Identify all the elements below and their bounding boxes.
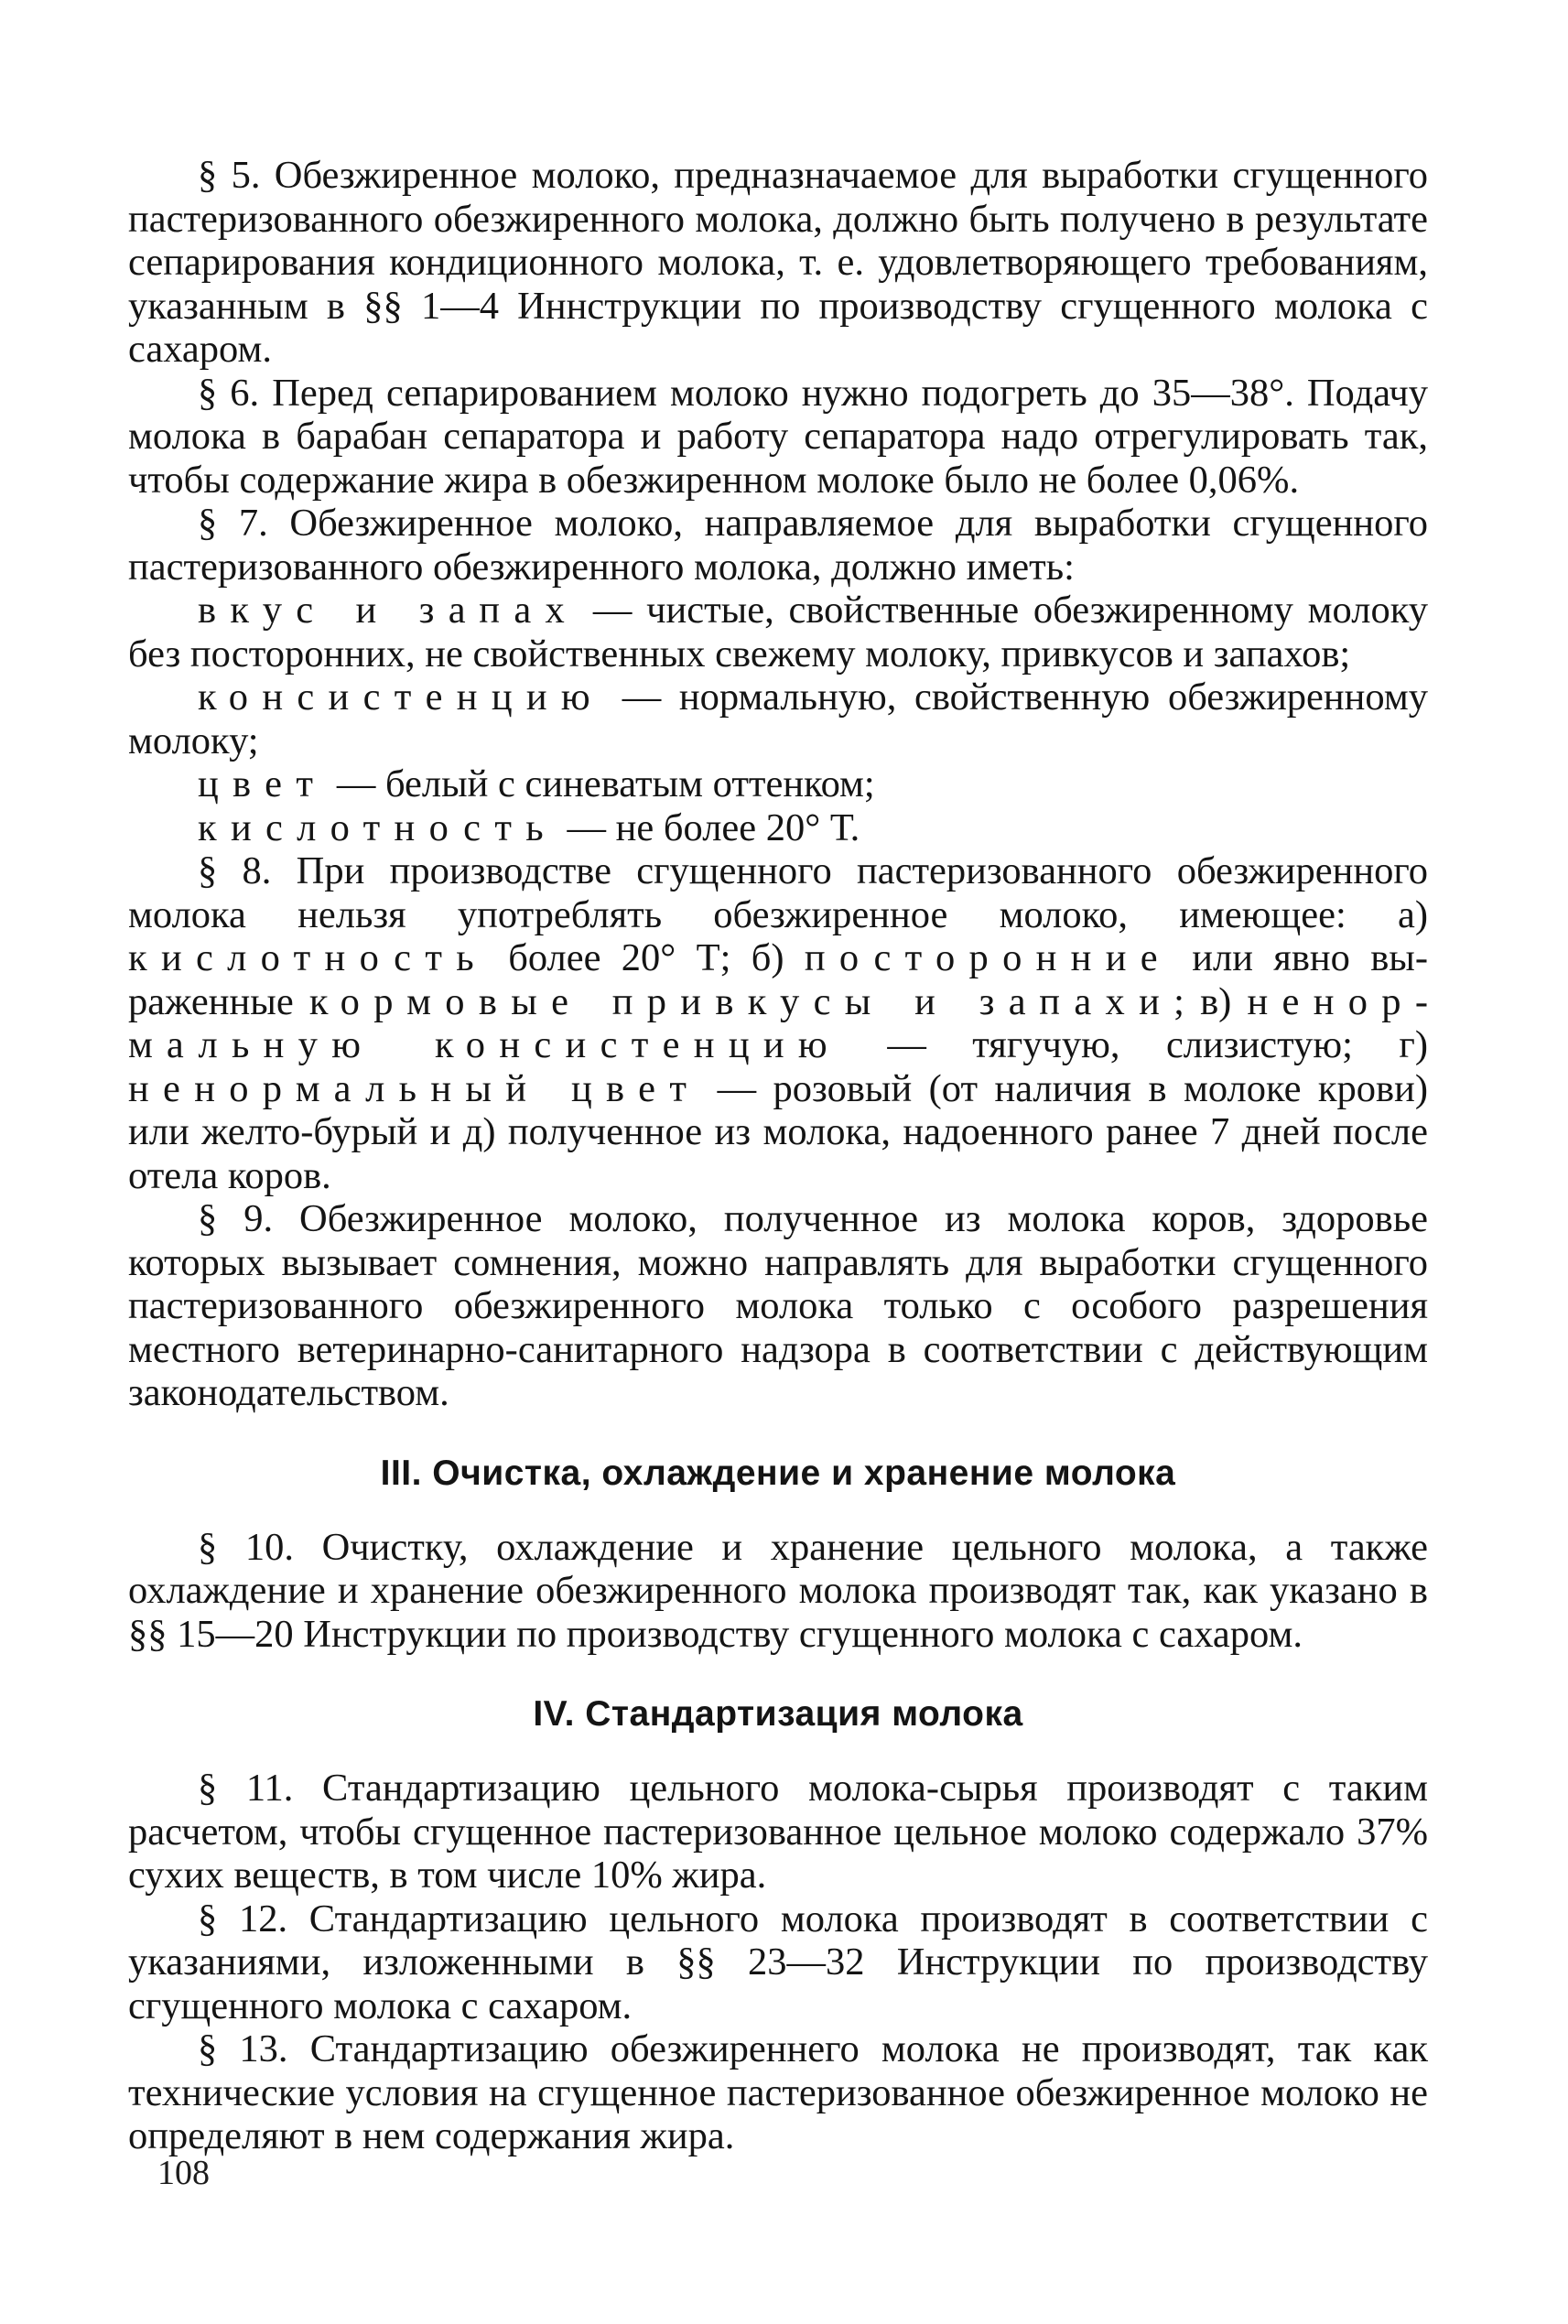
section-heading-4: IV. Стандартизация молока	[533, 1694, 1023, 1734]
paragraph-9: § 9. Обезжиренное молоко, полученное из молока коров, здоровье которых вызывает сомнения, можно направлять для выработки сгущенного пастеризованного обезжиренного молока только с особого разрешения местного ветеринарно-санитарного надзора в соответствии с действующим законодательством.	[128, 1197, 1428, 1414]
p8-term: кислотность	[128, 936, 488, 979]
paragraph-8	[128, 849, 1428, 1197]
requirement-text: — не более 20° Т.	[557, 805, 860, 849]
page-number: 108	[157, 2154, 210, 2192]
requirement-text: — нормальную, свойственную обезжиренному молоку;	[128, 676, 1428, 762]
p8-term: ненормальную консистенцию	[128, 979, 1428, 1066]
requirement-color	[128, 762, 1428, 806]
p8-term: ненормальный цвет	[128, 1066, 701, 1110]
requirement-text: — белый с синеватым оттенком;	[327, 762, 875, 805]
requirement-term: цвет	[198, 762, 328, 805]
document-page	[128, 154, 1428, 2158]
section-heading-3: III. Очистка, охлаждение и хранение молока	[380, 1453, 1176, 1493]
paragraph-13: § 13. Стандартизацию обезжиреннего молока не производят, так как технические условия на сгущенное пастеризованное обезжиренное молоко не определяют в нем содержания жира.	[128, 2027, 1428, 2157]
p8-text: — тягучую, слизистую; г)	[840, 1023, 1428, 1066]
p8-text: — розовый (от наличия в молоке крови) или желто-бурый и д) полученное из молока, надоенного ранее 7 дней после отела коров.	[128, 1066, 1428, 1197]
paragraph-6: § 6. Перед сепарированием молоко нужно подогреть до 35—38°. Подачу молока в барабан сепаратора и работу сепаратора надо отрегулировать так, чтобы содержание жира в обезжиренном молоке было не более 0,06%.	[128, 371, 1428, 502]
requirement-consistency	[128, 676, 1428, 762]
p8-term: посторонние	[804, 936, 1172, 979]
p8-text: более 20° Т; б)	[487, 936, 805, 979]
requirement-term: консистенцию	[198, 676, 604, 719]
paragraph-7: § 7. Обезжиренное молоко, направляемое для выработки сгущенного пастеризованного обезжиренного молока, должно иметь:	[128, 502, 1428, 589]
requirement-taste	[128, 589, 1428, 676]
paragraph-11: § 11. Стандартизацию цельного молока-сырья производят с таким расчетом, чтобы сгущенное пастеризованное цельное молоко содержало 37% сухих веществ, в том числе 10% жира.	[128, 1767, 1428, 1897]
paragraph-10: § 10. Очистку, охлаждение и хранение цельного молока, а также охлаждение и хранение обезжиренного молока производят так, как указано в §§ 15—20 Инструкции по производству сгущенного молока с сахаром.	[128, 1525, 1428, 1656]
requirement-text: — чистые, свойственные обезжиренному молоку без посторонних, не свойственных свежему молоку, привкусов и запахов;	[128, 589, 1428, 676]
paragraph-12: § 12. Стандартизацию цельного молока производят в соответствии с указаниями, изложенными в §§ 23—32 Инструкции по производству сгущенного молока с сахаром.	[128, 1897, 1428, 2027]
p8-text: ; в)	[1173, 979, 1248, 1023]
requirement-term: кислотность	[198, 805, 557, 849]
requirement-acidity	[128, 806, 1428, 850]
paragraph-5: § 5. Обезжиренное молоко, предназначаемое для выработки сгущенного пастеризованного обезжиренного молока, должно быть получено в результате сепарирования кондиционного молока, т. е. удовлетворяющего требованиям, указанным в §§ 1—4 Иннструкции по производству сгущенного молока с сахаром.	[128, 154, 1428, 371]
requirement-term: вкус и запах	[198, 589, 579, 632]
p8-text: или явно выраженные	[128, 936, 1428, 1023]
p8-lead: § 8. При производстве сгущенного пастеризованного обезжиренного молока нельзя употреблять обезжиренное молоко, имеющее: а)	[128, 849, 1428, 936]
p8-term: кормовые привкусы и запахи	[308, 979, 1174, 1023]
